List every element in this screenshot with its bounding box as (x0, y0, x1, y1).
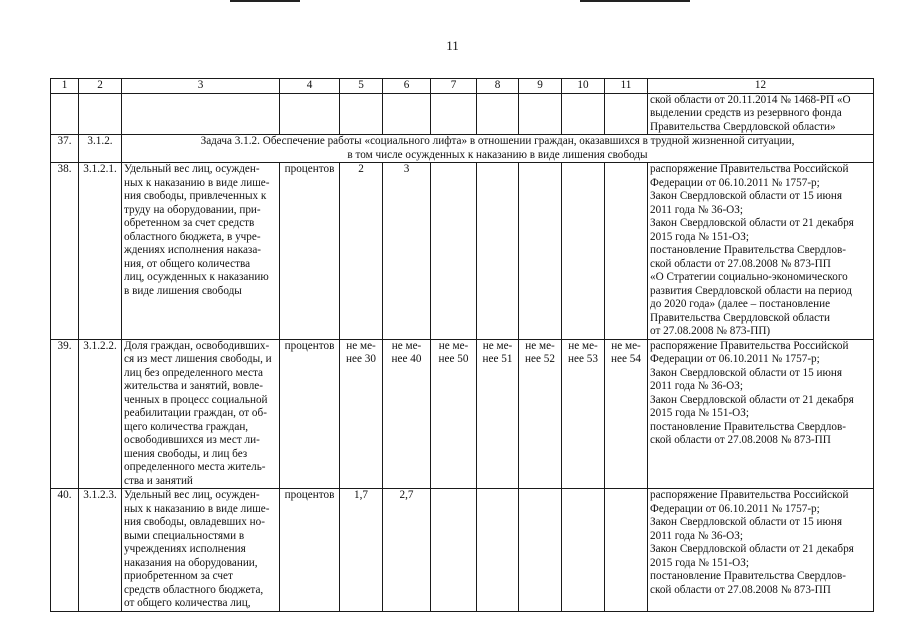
indicator-name: Удельный вес лиц, осужден- ных к наказанию в виде лише- ния свободы, привлеченных к труду на оборудовании, при- обретенном за счет средств областного бюджета, в учре- ждениях исполнения наказа- ния, от общего количества лиц, осужденных к наказанию в виде лишения свободы (122, 163, 280, 340)
row-number: 39. (51, 339, 79, 489)
source-cell: распоряжение Правительства Российской Федерации от 06.10.2011 № 1757-р; Закон Свердловской области от 15 июня 2011 года № 36-ОЗ; Закон Свердловской области от 21 декабря 2015 года № 151-ОЗ; постановление Правительства Свердлов- ской области от 27.08.2008 № 873-ПП (648, 489, 874, 612)
unit-cell: процентов (280, 489, 340, 612)
value-cell: 3 (383, 163, 431, 340)
value-cell (519, 489, 562, 612)
indicator-name: Доля граждан, освободивших- ся из мест лишения свободы, и лиц без определенного места жительства и занятий, вовле- ченных в процесс социальной реабилитации граждан, от об- щего количества граждан, освободившихся из мест ли- шения свободы, и лиц без определенного места житель- ства и занятий (122, 339, 280, 489)
unit-cell: процентов (280, 163, 340, 340)
header-cell: 12 (648, 79, 874, 94)
row-number: 38. (51, 163, 79, 340)
table-row (51, 339, 874, 489)
value-cell: не ме- нее 52 (519, 339, 562, 489)
continuation-row (51, 93, 874, 135)
value-cell: не ме- нее 53 (562, 339, 605, 489)
header-cell: 11 (605, 79, 648, 94)
task-title: Задача 3.1.2. Обеспечение работы «социального лифта» в отношении граждан, оказавшихся в трудной жизненной ситуации, в том числе осужденных к наказанию в виде лишения свободы (122, 135, 874, 163)
row-code: 3.1.2.1. (79, 163, 122, 340)
indicator-name: Удельный вес лиц, осужден- ных к наказанию в виде лише- ния свободы, овладевших но- выми специальностями в учреждениях исполнения наказания на оборудовании, приобретенном за счет средств областного бюджета, от общего количества лиц, (122, 489, 280, 612)
header-cell: 7 (431, 79, 477, 94)
value-cell: 1,7 (340, 489, 383, 612)
source-cell: распоряжение Правительства Российской Федерации от 06.10.2011 № 1757-р; Закон Свердловской области от 15 июня 2011 года № 36-ОЗ; Закон Свердловской области от 21 декабря 2015 года № 151-ОЗ; постановление Правительства Свердлов- ской области от 27.08.2008 № 873-ПП (648, 339, 874, 489)
header-cell: 10 (562, 79, 605, 94)
header-cell: 1 (51, 79, 79, 94)
row-code: 3.1.2. (79, 135, 122, 163)
indicators-table (50, 78, 874, 612)
value-cell: не ме- нее 54 (605, 339, 648, 489)
header-cell: 3 (122, 79, 280, 94)
header-cell: 8 (477, 79, 519, 94)
value-cell (477, 163, 519, 340)
row-number: 37. (51, 135, 79, 163)
header-cell: 9 (519, 79, 562, 94)
table-row (51, 489, 874, 612)
unit-cell: процентов (280, 339, 340, 489)
column-number-header-row (51, 79, 874, 94)
value-cell: 2,7 (383, 489, 431, 612)
source-cell: распоряжение Правительства Российской Федерации от 06.10.2011 № 1757-р; Закон Свердловской области от 15 июня 2011 года № 36-ОЗ; Закон Свердловской области от 21 декабря 2015 года № 151-ОЗ; постановление Правительства Свердлов- ской области от 27.08.2008 № 873-ПП «О Стратегии социально-экономического развития Свердловской области на период до 2020 года» (далее – постановление Правительства Свердловской области от 27.08.2008 № 873-ПП) (648, 163, 874, 340)
top-edge-mark-left (230, 0, 300, 2)
top-edge-mark-right (580, 0, 690, 2)
value-cell: 2 (340, 163, 383, 340)
value-cell: не ме- нее 30 (340, 339, 383, 489)
value-cell: не ме- нее 50 (431, 339, 477, 489)
table-row (51, 163, 874, 340)
value-cell (431, 163, 477, 340)
value-cell: не ме- нее 40 (383, 339, 431, 489)
value-cell (477, 489, 519, 612)
header-cell: 5 (340, 79, 383, 94)
value-cell (605, 489, 648, 612)
row-code: 3.1.2.3. (79, 489, 122, 612)
value-cell (431, 489, 477, 612)
header-cell: 6 (383, 79, 431, 94)
value-cell (562, 163, 605, 340)
source-cell: ской области от 20.11.2014 № 1468-РП «О выделении средств из резервного фонда Правительства Свердловской области» (648, 93, 874, 135)
value-cell: не ме- нее 51 (477, 339, 519, 489)
value-cell (519, 163, 562, 340)
row-number: 40. (51, 489, 79, 612)
header-cell: 2 (79, 79, 122, 94)
value-cell (562, 489, 605, 612)
header-cell: 4 (280, 79, 340, 94)
task-row (51, 135, 874, 163)
row-code: 3.1.2.2. (79, 339, 122, 489)
value-cell (605, 163, 648, 340)
page-number: 11 (446, 38, 459, 53)
